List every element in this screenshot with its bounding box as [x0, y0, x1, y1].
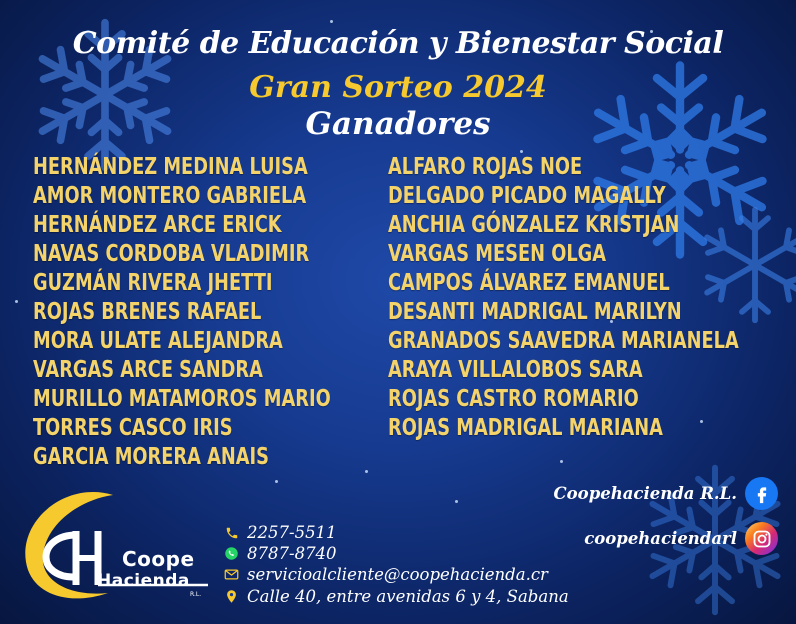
logo-text-hacienda: Hacienda	[97, 571, 190, 591]
poster-subtitle: Gran Sorteo 2024	[249, 70, 547, 105]
winner-name: ROJAS MADRIGAL MARIANA	[388, 415, 663, 441]
facebook-icon[interactable]	[745, 477, 778, 510]
winner-name: ALFARO ROJAS NOE	[388, 154, 583, 180]
winner-name: ANCHIA GÓNZALEZ KRISTJAN	[388, 212, 680, 238]
winner-name: ROJAS BRENES RAFAEL	[33, 299, 262, 325]
winner-name: DESANTI MADRIGAL MARILYN	[388, 299, 682, 325]
phone-icon	[224, 525, 239, 540]
email-icon	[224, 567, 239, 582]
winner-name: VARGAS MESEN OLGA	[388, 241, 607, 267]
winner-name: HERNÁNDEZ ARCE ERICK	[33, 212, 282, 238]
winner-name: MORA ULATE ALEJANDRA	[33, 328, 283, 354]
instagram-handle: coopehaciendarl	[584, 529, 737, 548]
winner-name: HERNÁNDEZ MEDINA LUISA	[33, 154, 308, 180]
winner-name: ROJAS CASTRO ROMARIO	[388, 386, 639, 412]
instagram-icon[interactable]	[745, 522, 778, 555]
winners-heading: Ganadores	[305, 106, 491, 142]
winner-name: CAMPOS ÁLVAREZ EMANUEL	[388, 270, 670, 296]
winner-name: AMOR MONTERO GABRIELA	[33, 183, 307, 209]
winner-name: MURILLO MATAMOROS MARIO	[33, 386, 331, 412]
whatsapp-icon	[224, 546, 239, 561]
logo-text-coope: Coope	[122, 547, 195, 571]
contact-whatsapp	[224, 544, 337, 563]
email-address: servicioalcliente@coopehacienda.cr	[247, 565, 548, 584]
phone-number: 2257-5511	[247, 523, 337, 542]
contact-email	[224, 565, 548, 584]
winner-name: GUZMÁN RIVERA JHETTI	[33, 270, 273, 296]
whatsapp-number: 8787-8740	[247, 544, 337, 563]
winner-name: NAVAS CORDOBA VLADIMIR	[33, 241, 310, 267]
coopehacienda-logo	[18, 485, 218, 610]
facebook-handle: Coopehacienda R.L.	[553, 484, 737, 503]
street-address: Calle 40, entre avenidas 6 y 4, Sabana	[247, 587, 569, 606]
winner-name: VARGAS ARCE SANDRA	[33, 357, 263, 383]
contact-phone	[224, 523, 337, 542]
winner-name: GARCIA MORERA ANAIS	[33, 444, 269, 470]
winner-name: TORRES CASCO IRIS	[33, 415, 233, 441]
winner-name: GRANADOS SAAVEDRA MARIANELA	[388, 328, 739, 354]
poster-title: Comité de Educación y Bienestar Social	[72, 26, 724, 61]
instagram-link[interactable]	[584, 522, 778, 555]
winners-list-left	[33, 153, 379, 472]
winner-name: ARAYA VILLALOBOS SARA	[388, 357, 643, 383]
location-pin-icon	[224, 589, 239, 604]
logo-text-rl: R.L.	[190, 591, 202, 598]
winners-list-right	[388, 153, 796, 443]
facebook-link[interactable]	[554, 477, 778, 510]
contact-address	[224, 587, 569, 606]
winner-name: DELGADO PICADO MAGALLY	[388, 183, 666, 209]
